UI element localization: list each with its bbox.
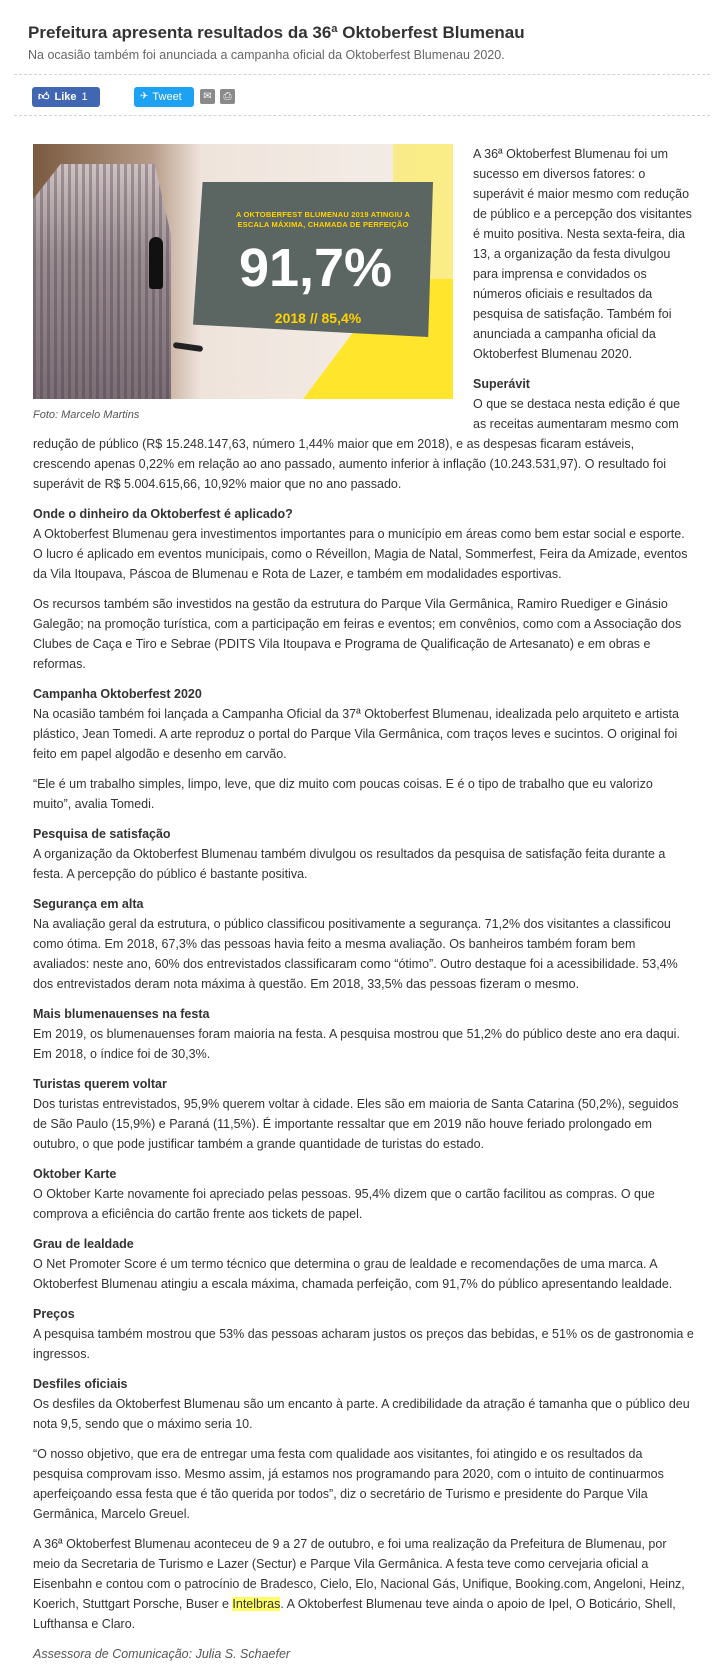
paragraph-final — [33, 1534, 694, 1634]
heading-dinheiro: Onde o dinheiro da Oktoberfest é aplicado? — [33, 507, 293, 521]
heading-desfiles: Desfiles oficiais — [33, 1377, 128, 1391]
highlighted-term: Intelbras — [232, 1597, 281, 1611]
article-title: Prefeitura apresenta resultados da 36ª Oktoberfest Blumenau — [28, 23, 525, 42]
paragraph-lealdade: O Net Promoter Score é um termo técnico que determina o grau de lealdade e recomendações de uma marca. A Oktoberfest Blumenau atingiu a escala máxima, chamada perfeição, com 91,7% do público apresentando lealdade. — [33, 1257, 673, 1291]
paragraph-campanha-1: Na ocasião também foi lançada a Campanha Oficial da 37ª Oktoberfest Blumenau, idealizada pelo arquiteto e artista plástico, Jean Tomedi. A arte reproduz o portal do Parque Vila Germânica, com traços leves e sucintos. O original foi feito em papel algodão e desenho em carvão. — [33, 707, 679, 761]
photo-caption: Foto: Marcelo Martins — [33, 409, 140, 421]
microphone-icon — [149, 237, 163, 289]
paragraph-quote: “O nosso objetivo, que era de entregar uma festa com qualidade aos visitantes, foi atingido e os resultados da pesquisa comprovam isso. Mesmo assim, já estamos nos programando para 2020, com o intuito de continuarmos aperfeiçoando essa festa que é tão querida por todos”, diz o secretário de Turismo e presidente do Parque Vila Germânica, Marcelo Greuel. — [33, 1447, 664, 1521]
print-icon[interactable]: ⎙︎ — [220, 89, 235, 104]
paragraph-turistas: Dos turistas entrevistados, 95,9% querem voltar à cidade. Eles são em maioria de Santa Catarina (50,2%), seguidos de São Paulo (15,9%) e Paraná (11,5%). É importante ressaltar que em 2019 não houve feriado prolongado em outubro, o que pode justificar também a grande quantidade de turistas do estado. — [33, 1097, 679, 1151]
paragraph-campanha-2: “Ele é um trabalho simples, limpo, leve, que diz muito com poucas coisas. E é o tipo de trabalho que eu valorizo muito”, avalia Tomedi. — [33, 777, 653, 811]
twitter-bird-icon: ✈︎ — [140, 91, 149, 102]
article-figure — [33, 144, 453, 423]
paragraph-dinheiro-2: Os recursos também são investidos na gestão da estrutura do Parque Vila Germânica, Ramiro Ruediger e Ginásio Galegão; na promoção turística, com a participação em feiras e eventos; em convênios, como com a Associação dos Clubes de Caça e Tiro e Sebrae (PDITS Vila Itoupava e Programa de Qualificação de Artesanato) e em obras e reformas. — [33, 597, 682, 671]
like-count: 1 — [81, 91, 88, 103]
slide-comparison: 2018 // 85,4% — [274, 310, 362, 326]
author-credit: Assessora de Comunicação: Julia S. Schaefer — [33, 1647, 291, 1661]
heading-campanha: Campanha Oktoberfest 2020 — [33, 687, 202, 701]
paragraph-blumenauenses: Em 2019, os blumenauenses foram maioria na festa. A pesquisa mostrou que 51,2% do público deste ano era daqui. Em 2018, o índice foi de 30,3%. — [33, 1027, 680, 1061]
paragraph-precos: A pesquisa também mostrou que 53% das pessoas acharam justos os preços das bebidas, e 51% os de gastronomia e ingressos. — [33, 1327, 694, 1361]
final-text-after: . A Oktoberfest Blumenau teve ainda o apoio de Ipel, O Boticário, Shell, Lufthansa e Claro. — [33, 1597, 676, 1631]
paragraph-karte: O Oktober Karte novamente foi apreciado pelas pessoas. 95,4% dizem que o cartão facilitou as compras. O que comprova a eficiência do cartão frente aos tickets de papel. — [33, 1187, 655, 1221]
tweet-button[interactable] — [134, 87, 194, 107]
final-text-before: A 36ª Oktoberfest Blumenau aconteceu de 9 a 27 de outubro, e foi uma realização da Prefeitura de Blumenau, por meio da Secretaria de Turismo e Lazer (Sectur) e Parque Vila Germânica. A festa teve como cervejaria oficial a Eisenbahn e contou com o patrocínio de Bradesco, Cielo, Elo, Nacional Gás, Unifique, Booking.com, Angeloni, Heinz, Koerich, Stuttgart Porsche, Buser e — [33, 1537, 685, 1611]
slide-heading: A OKTOBERFEST BLUMENAU 2019 ATINGIU A ESCALA MÁXIMA, CHAMADA DE PERFEIÇÃO — [235, 210, 411, 229]
paragraph-dinheiro-1: A Oktoberfest Blumenau gera investimentos importantes para o município em áreas como bem estar social e esporte. O lucro é aplicado em eventos municipais, como o Réveillon, Magia de Natal, Sommerfest, Feira da Amizade, eventos da Vila Itoupava, Páscoa de Blumenau e Rota de Lazer, e também em modalidades esportivas. — [33, 527, 688, 581]
heading-precos: Preços — [33, 1307, 75, 1321]
intro-paragraph: A 36ª Oktoberfest Blumenau foi um sucesso em diversos fatores: o superávit é maior mesmo com redução de público e a percepção dos visitantes é muito positiva. Nesta sexta-feira, dia 13, a organização da festa divulgou para imprensa e convidados os números oficiais e resultados da pesquisa de satisfação. Também foi anunciada a campanha oficial da Oktoberfest Blumenau 2020. — [473, 147, 692, 361]
heading-karte: Oktober Karte — [33, 1167, 117, 1181]
heading-turistas: Turistas querem voltar — [33, 1077, 167, 1091]
paragraph-pesquisa: A organização da Oktoberfest Blumenau também divulgou os resultados da pesquisa de satisfação feita durante a festa. A percepção do público é bastante positiva. — [33, 847, 666, 881]
paragraph-superavit: O que se destaca nesta edição é que as receitas aumentaram mesmo com redução de público (R$ 15.248.147,63, número 1,44% maior que em 2018), e as despesas ficaram estáveis, crescendo apenas 0,22% em relação ao ano passado, aumento inferior à inflação (10.243.531,97). O resultado foi superávit de R$ 5.004.615,66, 10,92% maior que no ano passado. — [33, 397, 681, 491]
heading-superavit: Superávit — [473, 377, 530, 391]
heading-lealdade: Grau de lealdade — [33, 1237, 134, 1251]
facebook-like-button[interactable] — [32, 87, 100, 107]
thumbs-up-icon: 👍︎ — [38, 91, 50, 103]
like-label: Like — [54, 91, 77, 103]
share-bar — [0, 75, 724, 115]
article-header — [0, 0, 724, 64]
article-body — [0, 116, 724, 1664]
article-photo — [33, 144, 453, 399]
heading-pesquisa: Pesquisa de satisfação — [33, 827, 171, 841]
slide-percentage: 91,7% — [238, 238, 393, 298]
paragraph-desfiles: Os desfiles da Oktoberfest Blumenau são um encanto à parte. A credibilidade da atração é tamanha que o público deu nota 9,5, sendo que o máximo seria 10. — [33, 1397, 690, 1431]
article-subtitle: Na ocasião também foi anunciada a campanha oficial da Oktoberfest Blumenau 2020. — [28, 48, 505, 62]
tweet-label: Tweet — [152, 91, 182, 103]
heading-blumenauenses: Mais blumenauenses na festa — [33, 1007, 210, 1021]
heading-seguranca: Segurança em alta — [33, 897, 144, 911]
paragraph-seguranca: Na avaliação geral da estrutura, o público classificou positivamente a segurança. 71,2% dos visitantes a classificou como ótima. Em 2018, 67,3% das pessoas havia feito a mesma avaliação. Os banheiros também foram bem avaliados: neste ano, 60% dos entrevistados classificaram como “ótimo”. Outro destaque foi a acessibilidade. 53,4% dos entrevistados deram nota máxima à questão. Em 2018, 33,5% das pessoas fizeram o mesmo. — [33, 917, 678, 991]
envelope-icon[interactable]: ✉︎ — [200, 89, 215, 104]
presenter-remote — [173, 342, 204, 352]
